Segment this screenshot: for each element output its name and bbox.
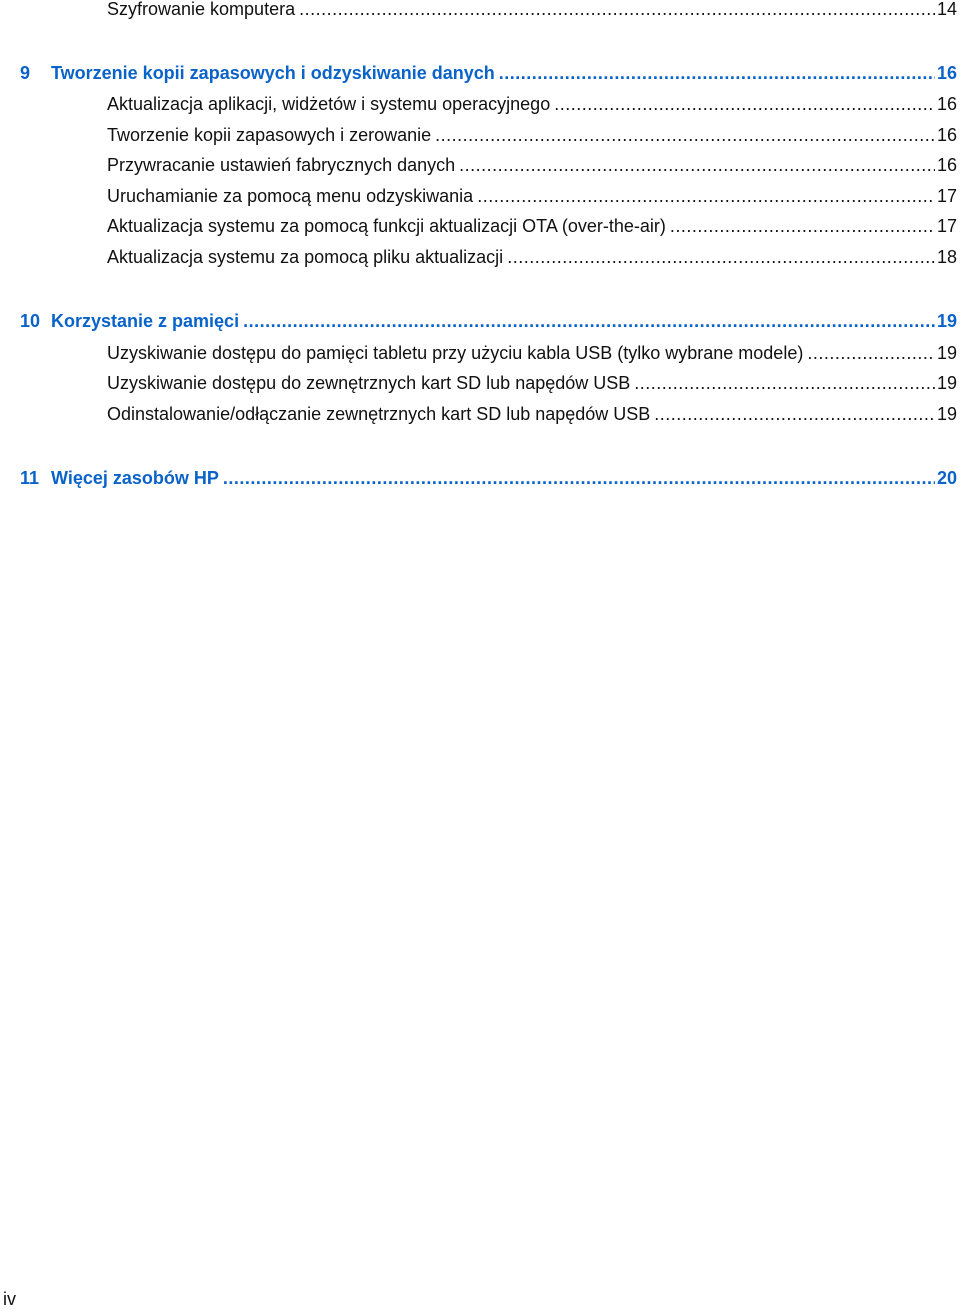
toc-entry-title: Szyfrowanie komputera bbox=[107, 0, 296, 19]
toc-entry-tworzenie-kopii[interactable] bbox=[107, 122, 957, 148]
toc-entry-page: 17 bbox=[936, 216, 957, 236]
toc-entry-odinstalowanie[interactable] bbox=[107, 401, 957, 427]
toc-entry-title: Aktualizacja aplikacji, widżetów i systemu operacyjnego bbox=[107, 94, 551, 114]
dot-leader bbox=[654, 401, 935, 427]
chapter-number: 9 bbox=[20, 63, 31, 83]
toc-entry-title: Tworzenie kopii zapasowych i zerowanie bbox=[107, 125, 432, 145]
chapter-number: 11 bbox=[20, 468, 40, 488]
toc-chapter-10[interactable] bbox=[20, 308, 957, 334]
chapter-title: Korzystanie z pamięci bbox=[51, 311, 240, 331]
toc-entry-title: Uruchamianie za pomocą menu odzyskiwania bbox=[107, 186, 474, 206]
toc-entry-page: 16 bbox=[936, 94, 957, 114]
toc-entry-przywracanie[interactable] bbox=[107, 152, 957, 178]
dot-leader bbox=[554, 91, 935, 117]
chapter-page: 20 bbox=[936, 468, 957, 488]
toc-entry-pamiec-tabletu[interactable] bbox=[107, 340, 957, 366]
toc-entry-title: Aktualizacja systemu za pomocą funkcji aktualizacji OTA (over-the-air) bbox=[107, 216, 666, 236]
chapter-title: Więcej zasobów HP bbox=[51, 468, 219, 488]
toc-entry-page: 17 bbox=[936, 186, 957, 206]
toc-entry-title: Uzyskiwanie dostępu do pamięci tabletu przy użyciu kabla USB (tylko wybrane modele) bbox=[107, 343, 804, 363]
chapter-number: 10 bbox=[20, 311, 41, 331]
toc-entry-zewnetrzne-karty[interactable] bbox=[107, 370, 957, 396]
toc-entry-page: 16 bbox=[936, 155, 957, 175]
dot-leader bbox=[807, 340, 935, 366]
dot-leader bbox=[634, 370, 935, 396]
toc-entry-title: Odinstalowanie/odłączanie zewnętrznych kart SD lub napędów USB bbox=[107, 404, 651, 424]
toc-entry-page: 14 bbox=[936, 0, 957, 19]
toc-entry-page: 19 bbox=[936, 343, 957, 363]
toc-entry-title: Uzyskiwanie dostępu do zewnętrznych kart SD lub napędów USB bbox=[107, 373, 631, 393]
dot-leader bbox=[223, 465, 935, 491]
dot-leader bbox=[507, 244, 935, 270]
toc-entry-aktualizacja-aplikacji[interactable] bbox=[107, 91, 957, 117]
toc-entry-page: 16 bbox=[936, 125, 957, 145]
chapter-page: 16 bbox=[936, 63, 957, 83]
toc-entry-page: 19 bbox=[936, 404, 957, 424]
toc-entry-szyfrowanie[interactable] bbox=[107, 0, 957, 22]
dot-leader bbox=[243, 308, 935, 334]
toc-entry-page: 19 bbox=[936, 373, 957, 393]
toc-entry-title: Przywracanie ustawień fabrycznych danych bbox=[107, 155, 456, 175]
dot-leader bbox=[459, 152, 935, 178]
toc-chapter-9[interactable] bbox=[20, 60, 957, 86]
toc-chapter-11[interactable] bbox=[20, 465, 957, 491]
dot-leader bbox=[499, 60, 935, 86]
toc-entry-aktualizacja-ota[interactable] bbox=[107, 213, 957, 239]
dot-leader bbox=[670, 213, 935, 239]
dot-leader bbox=[477, 183, 935, 209]
toc-entry-title: Aktualizacja systemu za pomocą pliku aktualizacji bbox=[107, 247, 504, 267]
toc-entry-page: 18 bbox=[936, 247, 957, 267]
chapter-title: Tworzenie kopii zapasowych i odzyskiwanie danych bbox=[51, 63, 495, 83]
dot-leader bbox=[299, 0, 935, 22]
toc-entry-uruchamianie[interactable] bbox=[107, 183, 957, 209]
page-number: iv bbox=[3, 1289, 16, 1309]
dot-leader bbox=[435, 122, 935, 148]
chapter-page: 19 bbox=[936, 311, 957, 331]
toc-entry-aktualizacja-pliku[interactable] bbox=[107, 244, 957, 270]
